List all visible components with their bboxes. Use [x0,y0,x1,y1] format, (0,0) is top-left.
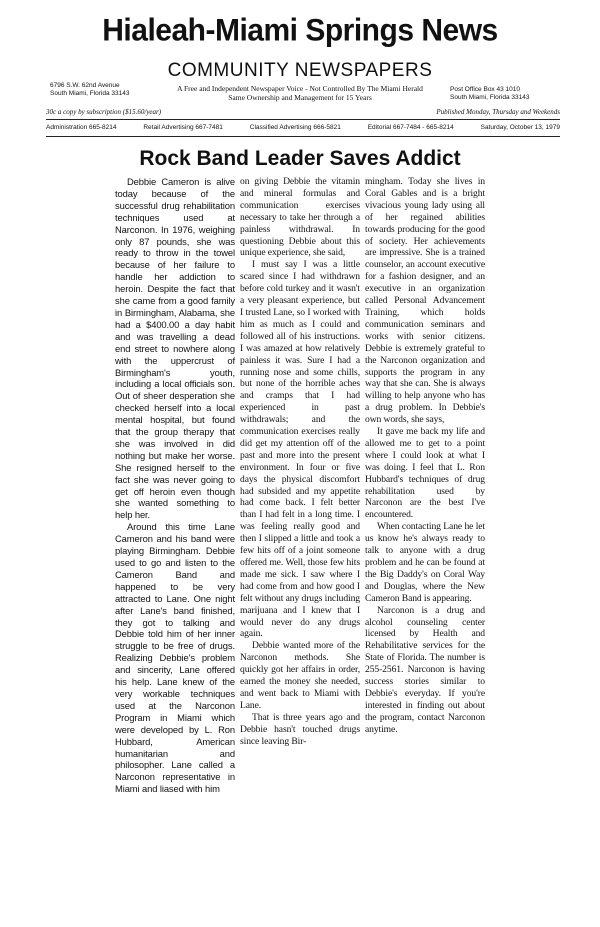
paragraph: Debbie Cameron is alive today because of the successful drug rehabilitation techniques used at Narconon. In 1976, weighing only 87 pounds, she was ready to throw in the towel because of her failure to handle her addiction to heroin. Despite the fact that she came from a good family in Birmingham, Alabama, she had a $400.00 a day habit and was travelling a dead end street to nowhere along with the uppercrust of Birmingham's youth, including a local officials son. Out of sheer desperation she checked herself into a local mental hospital, but found that the group therapy that she was involved in did nothing but make her worse. She resigned herself to the fact she was never going to get off heroin even though she wanted something to help her. [115,176,235,521]
address-right-line2: South Miami, Florida 33143 [450,94,530,101]
divider-bottom [46,136,560,137]
newspaper-title: Hialeah-Miami Springs News [102,13,498,48]
phone-retail: Retail Advertising 667-7481 [143,124,223,131]
subscription-info: 30c a copy by subscription ($15.60/year) [46,108,162,116]
article-headline: Rock Band Leader Saves Addict [139,147,461,170]
article-column-3 [365,176,485,736]
paragraph: Debbie wanted more of the Narconon methods. She quickly got her affairs in order, earned the money she needed, and went back to Miami with Lane. [240,640,360,711]
tagline-line2: Same Ownership and Management for 15 Years [228,93,372,102]
address-right [450,86,560,102]
divider-top [46,119,560,120]
issue-date: Saturday, October 13, 1979 [480,124,560,131]
address-left-line1: 6796 S.W. 62nd Avenue [50,82,120,89]
quote-paragraph: I must say I was a little scared since I had withdrawn before cold turkey and it wasn't a very pleasant experience, but I trusted Lane, so I worked with him as much as I could and followed all of his instructions. I was amazed at how relatively painless it was. Sure I had a running nose and some chills, but none of the horrible aches and cramps that I had experienced in past withdrawals; and the communication exercises really did get my attention off of the past and more into the present environment. In four or five days the physical discomfort had subsided and my appetite had come back. I felt better than I had felt in a long time. I was feeling really good and then I slipped a little and took a few hits off of a joint someone offered me. Well, those few hits made me sick. I saw where I had come from and how good I felt without any drugs including marijuana and I knew that I would never do any drugs again. [240,259,360,640]
paragraph: That is three years ago and Debbie hasn't touched drugs since leaving Bir- [240,711,360,747]
phone-classified: Classified Advertising 666-5821 [249,124,341,131]
article-column-2 [240,176,360,748]
paragraph: Around this time Lane Cameron and his band were playing Birmingham. Debbie used to go and listen to the Cameron Band and happened to be very attracted to Lane. One night after Lane's band finished, they got to talking and Debbie told him of her inner struggle to be free of drugs. Realizing Debbie's problem and sincerity, Lane offered his help. Lane knew of the very workable techniques used at the Narconon Program in Miami which were developed by L. Ron Hubbard, American humanitarian and philosopher. Lane called a Narconon representative in Miami and liased with him [115,521,235,795]
phone-directory [46,124,560,131]
paragraph: When contacting Lane he let us know he's always ready to talk to anyone with a drug problem and he can be found at the Big Daddy's on Coral Way and Douglas, where the New Cameron Band is appearing. [365,521,485,604]
publication-schedule: Published Monday, Thursday and Weekends [436,108,560,116]
address-left-line2: South Miami, Florida 33143 [50,90,130,97]
paragraph: mingham. Today she lives in Coral Gables and is a bright vivacious young lady using all of her regained abilities towards producing for the good of society. Her achievements are impressive. She is a trained counselor, an account executive for a fashion designer, and an executive in an organization called Personal Advancement Training, which holds communication seminars and works with senior citizens. Debbie is extremely grateful to the Narconon organization and supports the program in any way that she can. She is always willing to help anyone who has a drug problem. In Debbie's own words, she says, [365,176,485,426]
paragraph: Narconon is a drug and alcohol counseling center licensed by Health and Rehabilitative services for the State of Florida. The number is 255-2561. Narconon is having success stories similar to Debbie's everyday. If you're interested in finding out about the program, contact Narconon anytime. [365,604,485,735]
tagline-line1: A Free and Independent Newspaper Voice - Not Controlled By The Miami Herald [177,84,423,93]
article-column-1 [115,176,235,795]
address-right-line1: Post Office Box 43 1010 [450,86,520,93]
paragraph: on giving Debbie the vitamin and mineral formulas and communication exercises necessary to take her through a painless withdrawal. In questioning Debbie about this unique experience, she said, [240,176,360,259]
quote-paragraph: It gave me back my life and allowed me to get to a point where I could look at what I was doing. I feel that L. Ron Hubbard's techniques of drug rehabilitation used by Narconon are the best I've encountered. [365,426,485,521]
tagline [160,84,440,102]
phone-administration: Administration 665-8214 [46,124,117,131]
phone-editorial: Editorial 667-7484 - 665-8214 [367,124,454,131]
newspaper-subtitle: COMMUNITY NEWSPAPERS [167,60,433,81]
